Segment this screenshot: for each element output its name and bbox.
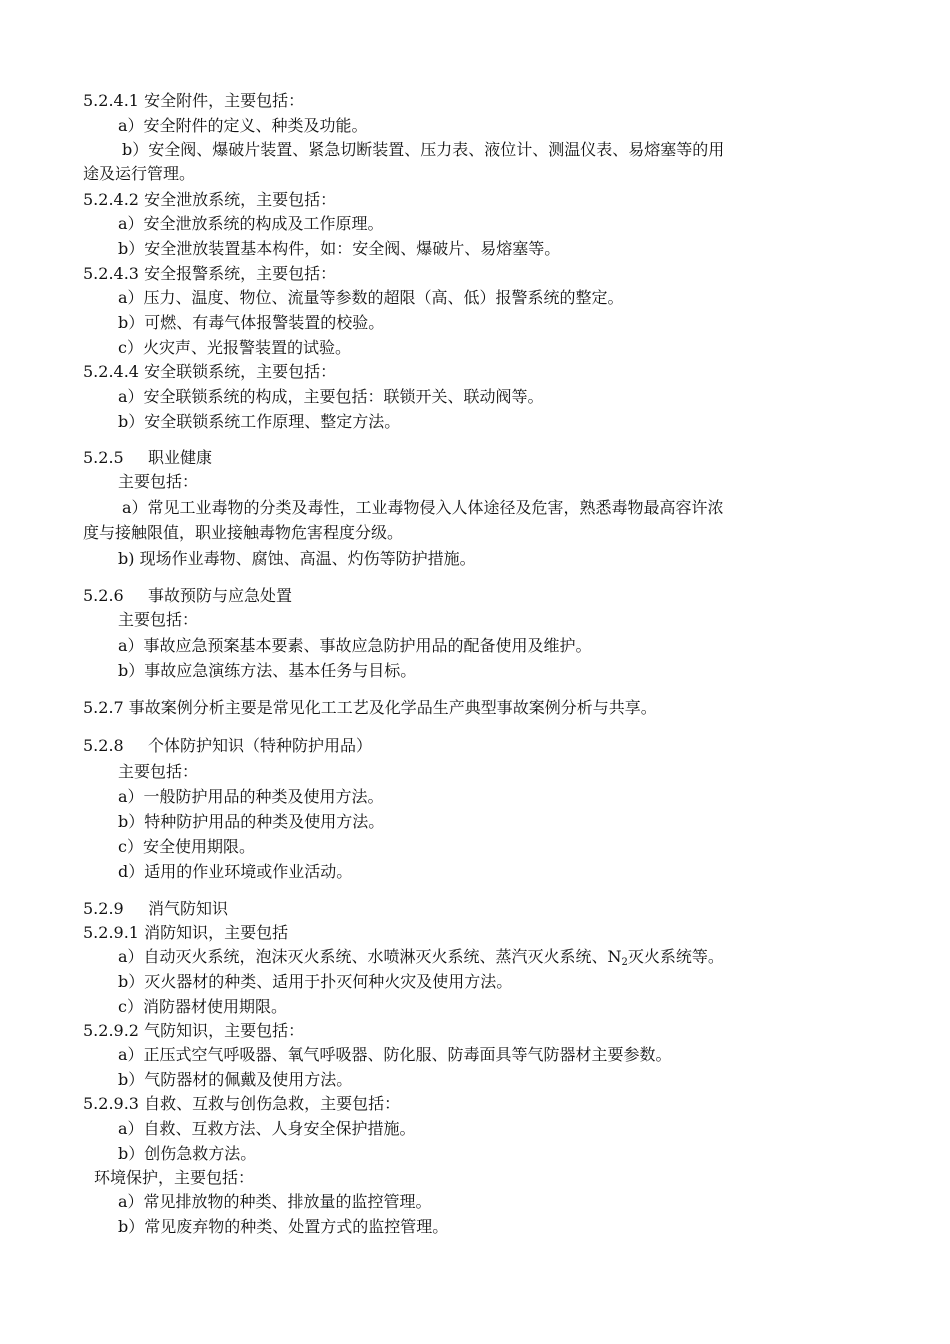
section-title-5-2-8: 个体防护知识（特种防护用品） xyxy=(148,736,373,755)
list-item: a）安全附件的定义、种类及功能。 xyxy=(118,116,368,135)
list-item: b）可燃、有毒气体报警装置的校验。 xyxy=(118,313,385,332)
list-item: b) 现场作业毒物、腐蚀、高温、灼伤等防护措施。 xyxy=(118,549,476,568)
list-item: a）常见排放物的种类、排放量的监控管理。 xyxy=(118,1192,432,1211)
section-title-5-2-5: 职业健康 xyxy=(148,448,213,467)
list-item: b）创伤急救方法。 xyxy=(118,1144,257,1163)
list-item: a）安全泄放系统的构成及工作原理。 xyxy=(118,214,384,233)
list-item: a）事故应急预案基本要素、事故应急防护用品的配备使用及维护。 xyxy=(118,636,592,655)
list-item: b）特种防护用品的种类及使用方法。 xyxy=(118,812,385,831)
list-item: c）消防器材使用期限。 xyxy=(118,997,287,1016)
list-item: a）常见工业毒物的分类及毒性，工业毒物侵入人体途径及危害，熟悉毒物最高容许浓 xyxy=(122,498,724,517)
heading-5-2-9-2: 5.2.9.2 气防知识，主要包括： xyxy=(83,1021,305,1040)
heading-environment: 环境保护，主要包括： xyxy=(94,1168,255,1187)
section-number-5-2-9: 5.2.9 xyxy=(83,899,124,918)
list-item-continuation: 度与接触限值，职业接触毒物危害程度分级。 xyxy=(83,523,404,542)
heading-5-2-4-2: 5.2.4.2 安全泄放系统，主要包括： xyxy=(83,190,337,209)
section-5-2-7-text: 5.2.7 事故案例分析主要是常见化工工艺及化学品生产典型事故案例分析与共享。 xyxy=(83,698,657,717)
subscript-2: 2 xyxy=(621,957,628,968)
list-item-text: 灭火系统等。 xyxy=(627,947,724,966)
heading-5-2-9-3: 5.2.9.3 自救、互救与创伤急救，主要包括： xyxy=(83,1094,401,1113)
list-item: c）火灾声、光报警装置的试验。 xyxy=(118,338,351,357)
list-item: b）安全联锁系统工作原理、整定方法。 xyxy=(118,412,401,431)
section-intro: 主要包括： xyxy=(118,472,199,491)
list-item: b）灭火器材的种类、适用于扑灭何种火灾及使用方法。 xyxy=(118,972,513,991)
list-item: b）安全泄放装置基本构件，如：安全阀、爆破片、易熔塞等。 xyxy=(118,239,561,258)
section-number-5-2-8: 5.2.8 xyxy=(83,736,124,755)
section-number-5-2-6: 5.2.6 xyxy=(83,586,124,605)
section-title-5-2-9: 消气防知识 xyxy=(148,899,229,918)
list-item-continuation: 途及运行管理。 xyxy=(83,164,196,183)
section-intro: 主要包括： xyxy=(118,610,199,629)
list-item: b）安全阀、爆破片装置、紧急切断装置、压力表、液位计、测温仪表、易熔塞等的用 xyxy=(122,140,725,159)
heading-5-2-4-4: 5.2.4.4 安全联锁系统，主要包括： xyxy=(83,362,337,381)
list-item: a）安全联锁系统的构成，主要包括：联锁开关、联动阀等。 xyxy=(118,387,544,406)
list-item: a）自救、互救方法、人身安全保护措施。 xyxy=(118,1119,416,1138)
list-item: b）常见废弃物的种类、处置方式的监控管理。 xyxy=(118,1217,449,1236)
list-item: c）安全使用期限。 xyxy=(118,837,255,856)
list-item: a）压力、温度、物位、流量等参数的超限（高、低）报警系统的整定。 xyxy=(118,288,624,307)
heading-5-2-4-1: 5.2.4.1 安全附件，主要包括： xyxy=(83,91,305,110)
section-title-5-2-6: 事故预防与应急处置 xyxy=(148,586,293,605)
section-intro: 主要包括： xyxy=(118,762,199,781)
heading-5-2-4-3: 5.2.4.3 安全报警系统，主要包括： xyxy=(83,264,337,283)
heading-5-2-9-1: 5.2.9.1 消防知识，主要包括 xyxy=(83,923,289,942)
list-item: b）气防器材的佩戴及使用方法。 xyxy=(118,1070,353,1089)
section-number-5-2-5: 5.2.5 xyxy=(83,448,124,467)
list-item: d）适用的作业环境或作业活动。 xyxy=(118,862,353,881)
list-item: a）正压式空气呼吸器、氧气呼吸器、防化服、防毒面具等气防器材主要参数。 xyxy=(118,1045,672,1064)
list-item-text: a）自动灭火系统，泡沫灭火系统、水喷淋灭火系统、蒸汽灭火系统、N xyxy=(118,947,622,966)
list-item: b）事故应急演练方法、基本任务与目标。 xyxy=(118,661,417,680)
list-item: a）一般防护用品的种类及使用方法。 xyxy=(118,787,384,806)
list-item xyxy=(118,946,724,974)
